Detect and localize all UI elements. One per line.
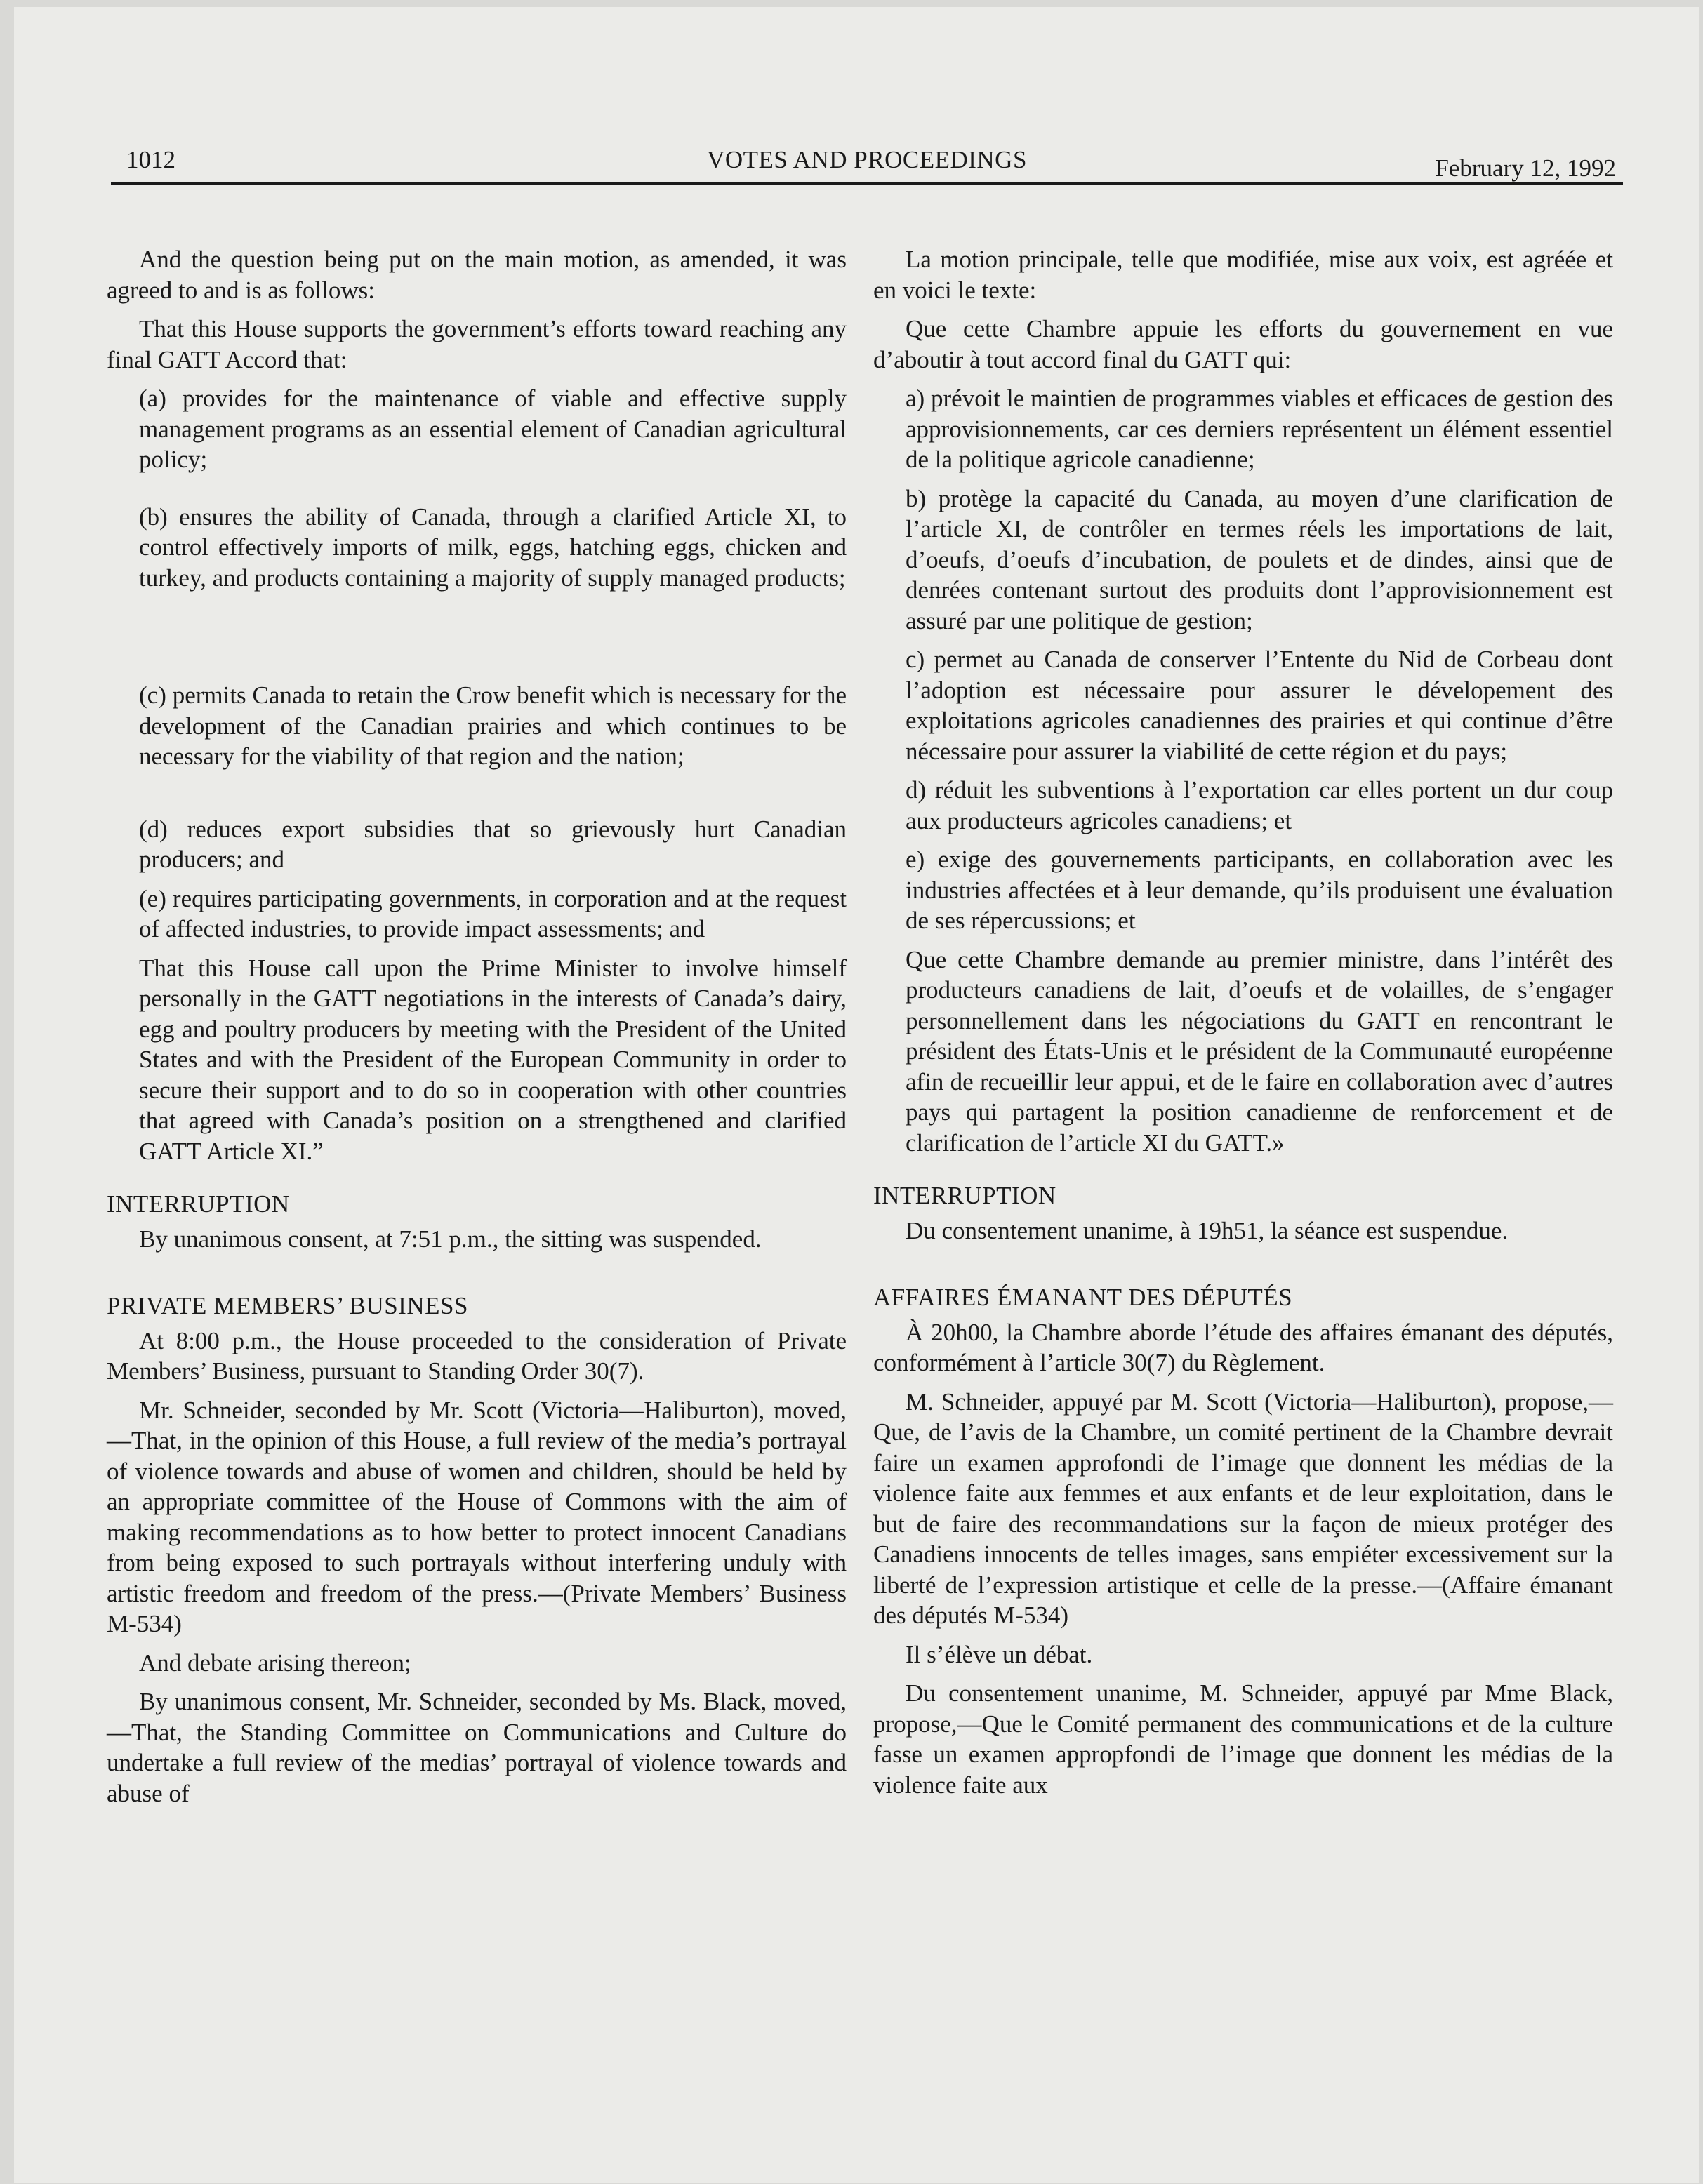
consent-text-fr: Du consentement unanime, M. Schneider, appuyé par Mme Black, propose,—Que le Comité permanent des communications et de la culture fasse un examen appropfondi de l’image que donnent les médias de la violence faite aux: [873, 1679, 1613, 1799]
item-b: (b) ensures the ability of Canada, through a clarified Article XI, to control effectively imports of milk, eggs, hatching eggs, chicken and turkey, and products containing a majority of supply managed products;: [139, 502, 847, 592]
interruption-text-fr: Du consentement unanime, à 19h51, la séance est suspendue.: [906, 1216, 1509, 1244]
resolution-end-fr: Que cette Chambre demande au premier ministre, dans l’intérêt des producteurs canadiens de lait, d’oeufs et de volailles, de s’engager personnellement dans les négociations du GATT en rencontrant le président des États-Unis et le président de la Communauté européenne afin de recueillir leur appui, et de le faire en collaboration avec d’autres pays qui partagent la position canadienne de renforcement et de clarification de l’article XI du GATT.»: [906, 945, 1613, 1157]
item-b-fr: b) protège la capacité du Canada, au moyen d’une clarification de l’article XI, de contrôler en termes réels les importations de lait, d’oeufs, d’oeufs d’incubation, de poulets et de dindes, ainsi que de denrées contenant surtout des produits dont l’approvisionnement est assuré par une politique de gestion;: [906, 484, 1613, 634]
motion-text: Mr. Schneider, seconded by Mr. Scott (Victoria—Haliburton), moved,—That, in the opinion of this House, a full review of the media’s portrayal of violence towards and abuse of women and children, should be held by an appropriate committee of the House of Commons with the aim of making recommendations as to how better to protect innocent Canadians from being exposed to such portrayals without interfering unduly with artistic freedom and freedom of the press.—(Private Members’ Business M-534): [107, 1396, 847, 1637]
pmb-heading-fr: AFFAIRES ÉMANANT DES DÉPUTÉS: [873, 1284, 1293, 1311]
item-d: (d) reduces export subsidies that so grievously hurt Canadian producers; and: [139, 815, 847, 873]
resolution-intro: That this House supports the government’s efforts toward reaching any final GATT Accord that:: [107, 315, 847, 373]
interruption-heading: INTERRUPTION: [107, 1190, 290, 1218]
consent-text: By unanimous consent, Mr. Schneider, seconded by Ms. Black, moved,—That, the Standing Committee on Communications and Culture do undertake a full review of the medias’ portrayal of violence towards and abuse of: [107, 1688, 847, 1807]
pmb-text: At 8:00 p.m., the House proceeded to the consideration of Private Members’ Business, pursuant to Standing Order 30(7).: [107, 1326, 847, 1385]
item-a-fr: a) prévoit le maintien de programmes viables et efficaces de gestion des approvisionnements, car ces derniers représentent un élément essentiel de la politique agricole canadienne;: [906, 385, 1613, 473]
debate-text-fr: Il s’élève un débat.: [906, 1640, 1093, 1668]
item-e: (e) requires participating governments, in corporation and at the request of affected industries, to provide impact assessments; and: [139, 884, 847, 943]
resolution-end: That this House call upon the Prime Minister to involve himself personally in the GATT negotiations in the interests of Canada’s dairy, egg and poultry producers by meeting with the President of the United States and with the President of the European Community in order to secure their support and to do so in cooperation with other countries that agreed with Canada’s position on a strengthened and clarified GATT Article XI.”: [139, 954, 847, 1165]
page-number: 1012: [126, 146, 175, 173]
item-c: (c) permits Canada to retain the Crow benefit which is necessary for the development of the Canadian prairies and which continues to be necessary for the viability of that region and the nation;: [139, 681, 847, 770]
question-intro: And the question being put on the main motion, as amended, it was agreed to and is as follows:: [107, 246, 847, 304]
interruption-heading-fr: INTERRUPTION: [873, 1182, 1056, 1209]
item-d-fr: d) réduit les subventions à l’exportation car elles portent un dur coup aux producteurs agricoles canadiens; et: [906, 776, 1613, 834]
interruption-text: By unanimous consent, at 7:51 p.m., the sitting was suspended.: [139, 1225, 762, 1253]
running-header: [111, 146, 1623, 185]
question-intro-fr: La motion principale, telle que modifiée, mise aux voix, est agréée et en voici le texte:: [873, 246, 1613, 304]
french-column: [873, 244, 1613, 1809]
item-a: (a) provides for the maintenance of viable and effective supply management programs as an essential element of Canadian agricultural policy;: [139, 385, 847, 473]
english-column: [107, 244, 847, 1817]
item-c-fr: c) permet au Canada de conserver l’Entente du Nid de Corbeau dont l’adoption est nécessaire pour assurer le dévelopement des exploitations agricoles canadiennes des prairies et qui continue d’être nécessaire pour assurer la viabilité de cette région et du pays;: [906, 646, 1613, 765]
issue-date: February 12, 1992: [1435, 154, 1616, 182]
pmb-heading: PRIVATE MEMBERS’ BUSINESS: [107, 1292, 468, 1319]
resolution-intro-fr: Que cette Chambre appuie les efforts du gouvernement en vue d’aboutir à tout accord final du GATT qui:: [873, 315, 1613, 373]
debate-text: And debate arising thereon;: [139, 1649, 411, 1677]
motion-text-fr: M. Schneider, appuyé par M. Scott (Victoria—Haliburton), propose,—Que, de l’avis de la Chambre, un comité pertinent de la Chambre devrait faire un examen approfondi de l’image que donnent les médias de la violence faite aux femmes et aux enfants et de leur exploitation, dans le but de faire des recommandations sur la façon de mieux protéger des Canadiens innocents de telles images, sans empiéter excessivement sur la liberté de l’expression artistique et celle de la presse.—(Affaire émanant des députés M-534): [873, 1387, 1613, 1629]
pmb-text-fr: À 20h00, la Chambre aborde l’étude des affaires émanant des députés, conformément à l’article 30(7) du Règlement.: [873, 1318, 1613, 1376]
publication-title: VOTES AND PROCEEDINGS: [707, 146, 1027, 173]
item-e-fr: e) exige des gouvernements participants, en collaboration avec les industries affectées et à leur demande, qu’ils produisent une évaluation de ses répercussions; et: [906, 846, 1613, 934]
document-page: [14, 7, 1699, 2183]
